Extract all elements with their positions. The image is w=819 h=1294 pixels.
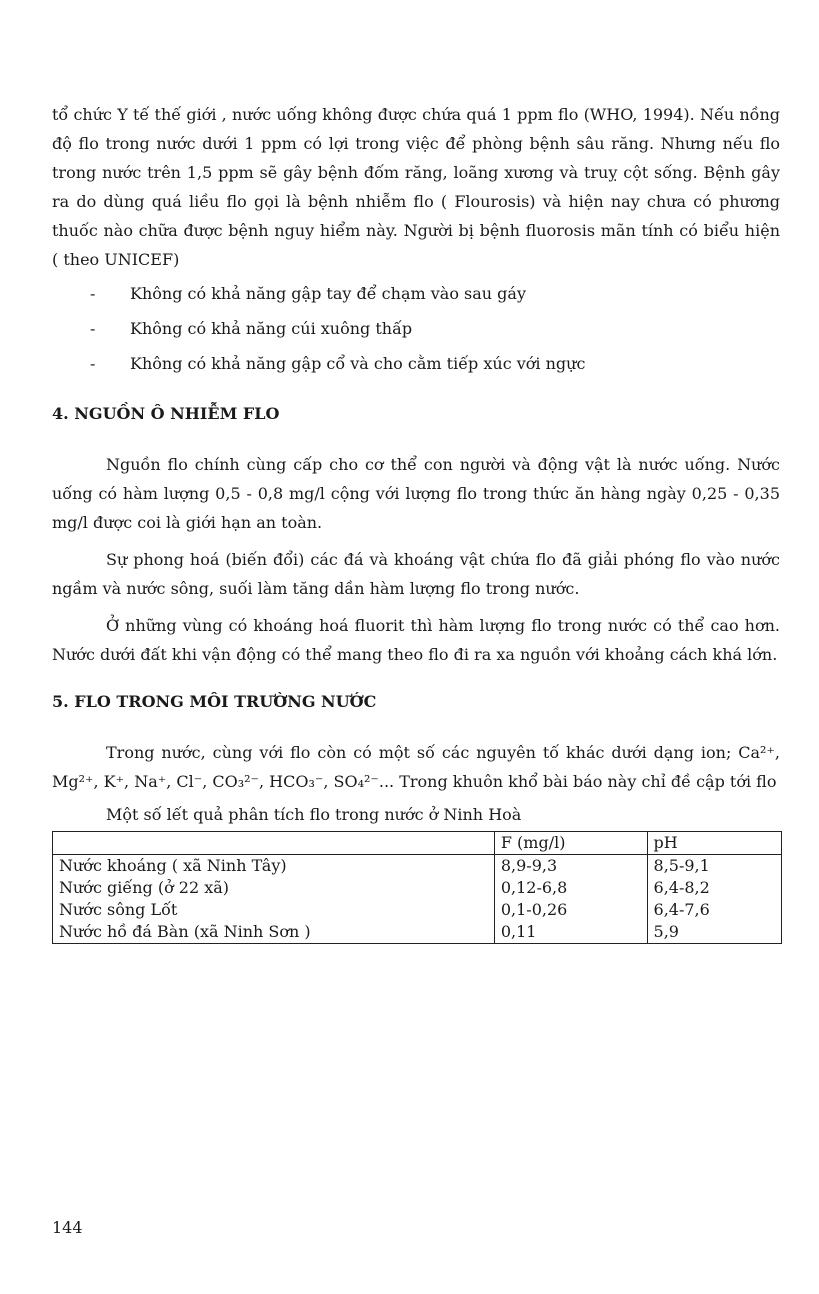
table-row <box>53 855 782 878</box>
cell-location: Nước hồ đá Bàn (xã Ninh Sơn ) <box>53 921 495 944</box>
table-row <box>53 899 782 921</box>
section-5-heading: 5. FLO TRONG MÔI TRƯỜNG NƯỚC <box>52 692 377 711</box>
table-header-row <box>53 832 782 855</box>
table-caption: Một số lết quả phân tích flo trong nước ở Ninh Hoà <box>106 805 522 824</box>
cell-ph: 6,4-8,2 <box>647 877 781 899</box>
list-item-text: Không có khả năng gập cổ và cho cằm tiếp xúc với ngực <box>130 354 586 373</box>
list-dash: - <box>90 319 96 338</box>
section-4-paragraph-2: Sự phong hoá (biến đổi) các đá và khoáng vật chứa flo đã giải phóng flo vào nước ngầm và nước sông, suối làm tăng dần hàm lượng flo trong nước. <box>52 550 780 598</box>
section-5-paragraph: Trong nước, cùng với flo còn có một số các nguyên tố khác dưới dạng ion; Ca²⁺, Mg²⁺, K⁺, Na⁺, Cl⁻, CO₃²⁻, HCO₃⁻, SO₄²⁻... Trong khuôn khổ bài báo này chỉ đề cập tới flo <box>52 743 780 791</box>
symptom-list <box>52 276 780 381</box>
cell-location: Nước giếng (ở 22 xã) <box>53 877 495 899</box>
list-item-text: Không có khả năng cúi xuông thấp <box>130 319 413 338</box>
page-content <box>52 100 780 944</box>
list-item <box>52 311 780 346</box>
list-item-text: Không có khả năng gập tay để chạm vào sau gáy <box>130 284 526 303</box>
header-location <box>53 832 495 855</box>
section-4-paragraph-3: Ở những vùng có khoáng hoá fluorit thì hàm lượng flo trong nước có thể cao hơn. Nước dưới đất khi vận động có thể mang theo flo đi ra xa nguồn với khoảng cách khá lớn. <box>52 616 780 664</box>
cell-ph: 5,9 <box>647 921 781 944</box>
cell-fluorine: 0,12-6,8 <box>494 877 647 899</box>
header-ph: pH <box>647 832 781 855</box>
fluorine-analysis-table <box>52 831 782 944</box>
cell-location: Nước khoáng ( xã Ninh Tây) <box>53 855 495 878</box>
cell-location: Nước sông Lốt <box>53 899 495 921</box>
header-fluorine: F (mg/l) <box>494 832 647 855</box>
table-row <box>53 921 782 944</box>
list-item <box>52 346 780 381</box>
section-4-heading: 4. NGUỒN Ô NHIỄM FLO <box>52 404 280 423</box>
cell-fluorine: 0,1-0,26 <box>494 899 647 921</box>
list-dash: - <box>90 354 96 373</box>
page-number: 144 <box>52 1218 83 1237</box>
cell-ph: 8,5-9,1 <box>647 855 781 878</box>
cell-fluorine: 0,11 <box>494 921 647 944</box>
section-4-paragraph-1: Nguồn flo chính cùng cấp cho cơ thể con người và động vật là nước uống. Nước uống có hàm lượng 0,5 - 0,8 mg/l cộng với lượng flo trong thức ăn hàng ngày 0,25 - 0,35 mg/l được coi là giới hạn an toàn. <box>52 455 780 532</box>
table-row <box>53 877 782 899</box>
intro-paragraph: tổ chức Y tế thế giới , nước uống không được chứa quá 1 ppm flo (WHO, 1994). Nếu nồng độ flo trong nước dưới 1 ppm có lợi trong việc để phòng bệnh sâu răng. Nhưng nếu flo trong nước trên 1,5 ppm sẽ gây bệnh đốm răng, loãng xương và truỵ cột sống. Bệnh gây ra do dùng quá liều flo gọi là bệnh nhiễm flo ( Flourosis) và hiện nay chưa có phương thuốc nào chữa được bệnh nguy hiểm này. Người bị bệnh fluorosis mãn tính có biểu hiện ( theo UNICEF) <box>52 105 780 269</box>
cell-fluorine: 8,9-9,3 <box>494 855 647 878</box>
list-item <box>52 276 780 311</box>
cell-ph: 6,4-7,6 <box>647 899 781 921</box>
list-dash: - <box>90 284 96 303</box>
